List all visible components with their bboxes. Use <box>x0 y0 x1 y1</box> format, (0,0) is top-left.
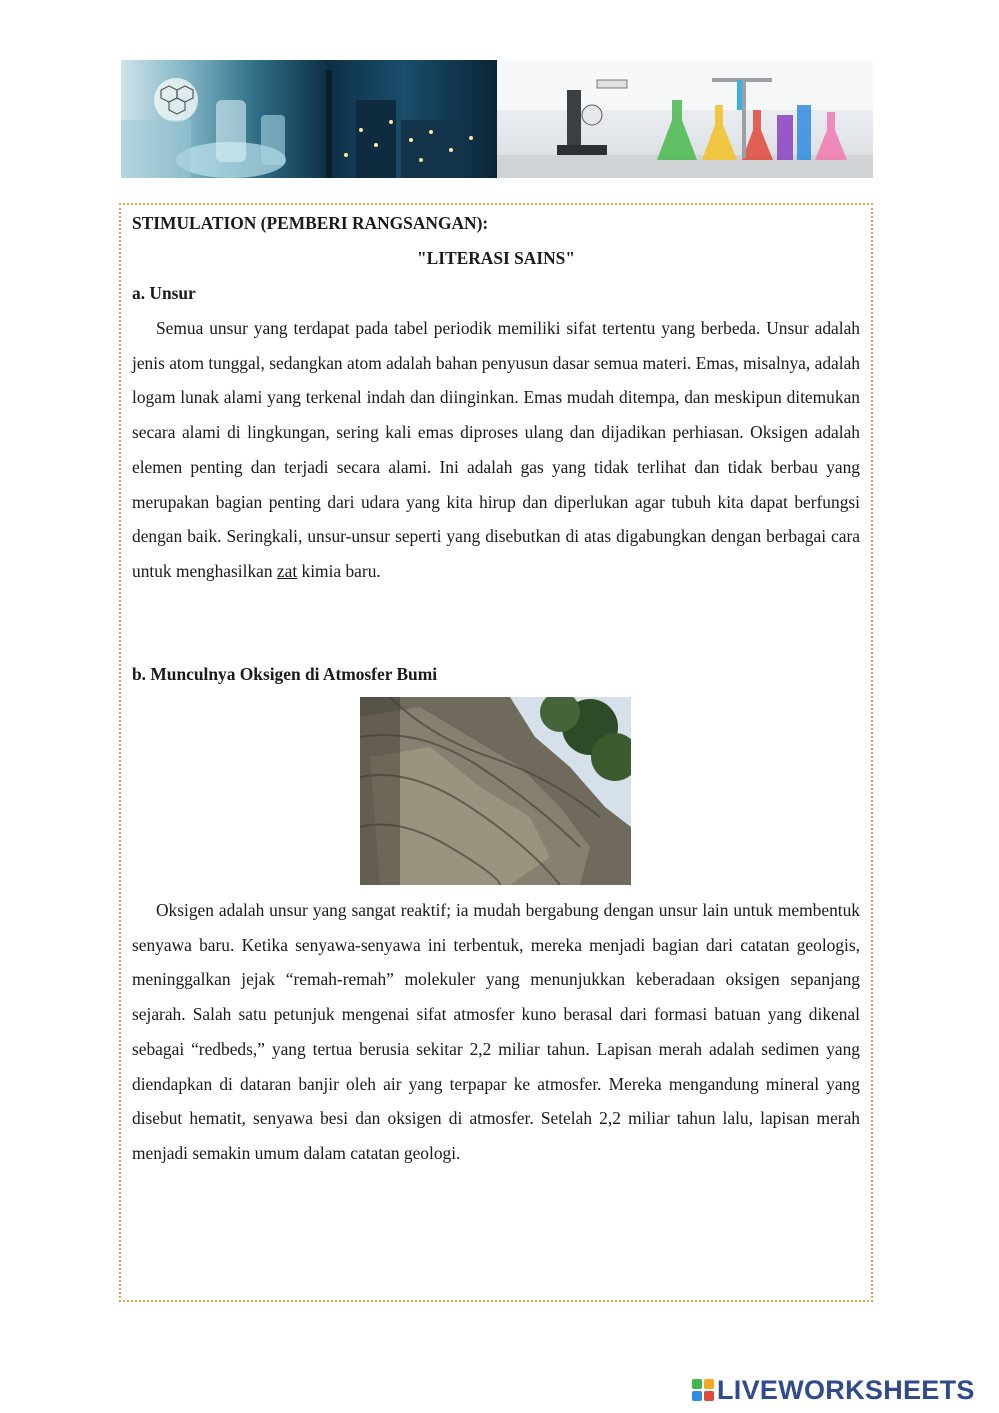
banner-photo-lab-equipment <box>497 60 873 178</box>
heading-unsur: a. Unsur <box>132 283 196 303</box>
heading-oksigen: b. Munculnya Oksigen di Atmosfer Bumi <box>132 664 438 684</box>
banner-photo-lab-industry <box>121 60 497 178</box>
section-title: STIMULATION (PEMBERI RANGSANGAN): <box>132 213 489 233</box>
liveworksheets-logo[interactable] <box>692 1374 975 1406</box>
zat-link[interactable]: zat <box>276 560 298 581</box>
header-banner <box>121 60 873 178</box>
redbeds-rock-photo <box>360 697 631 885</box>
liveworksheets-logo-text: LIVEWORKSHEETS <box>717 1374 975 1405</box>
paragraph-oksigen: Oksigen adalah unsur yang sangat reaktif; ia mudah bergabung dengan unsur lain untuk membentuk senyawa baru. Ketika senyawa-senyawa ini terbentuk, mereka menjadi bagian dari catatan geologis, meninggalkan jejak “remah-remah” molekuler yang menunjukkan keberadaan oksigen sepanjang sejarah. Salah satu petunjuk mengenai sifat atmosfer kuno berasal dari formasi batuan yang dikenal sebagai “redbeds,” yang tertua berusia sekitar 2,2 miliar tahun. Lapisan merah adalah sedimen yang diendapkan di dataran banjir oleh air yang terpapar ke atmosfer. Mereka mengandung mineral yang disebut hematit, senyawa besi dan oksigen di atmosfer. Setelah 2,2 miliar tahun lalu, lapisan merah menjadi semakin umum dalam catatan geologi. <box>132 900 860 1163</box>
liveworksheets-logo-icon <box>692 1379 714 1401</box>
subtitle: "LITERASI SAINS" <box>416 248 575 268</box>
paragraph-unsur: Semua unsur yang terdapat pada tabel periodik memiliki sifat tertentu yang berbeda. Unsur adalah jenis atom tunggal, sedangkan atom adalah bahan penyusun dasar semua materi. Emas, misalnya, adalah logam lunak alami yang terkenal indah dan diinginkan. Emas mudah ditempa, dan meskipun ditemukan secara alami di lingkungan, sering kali emas diproses ulang dan dijadikan perhiasan. Oksigen adalah elemen penting dan terjadi secara alami. Ini adalah gas yang tidak terlihat dan tidak berbau yang merupakan bagian penting dari udara yang kita hirup dan diperlukan agar tubuh kita dapat berfungsi dengan baik. Seringkali, unsur-unsur seperti yang disebutkan di atas digabungkan dengan berbagai cara untuk menghasilkan zat kimia baru. <box>132 318 860 581</box>
